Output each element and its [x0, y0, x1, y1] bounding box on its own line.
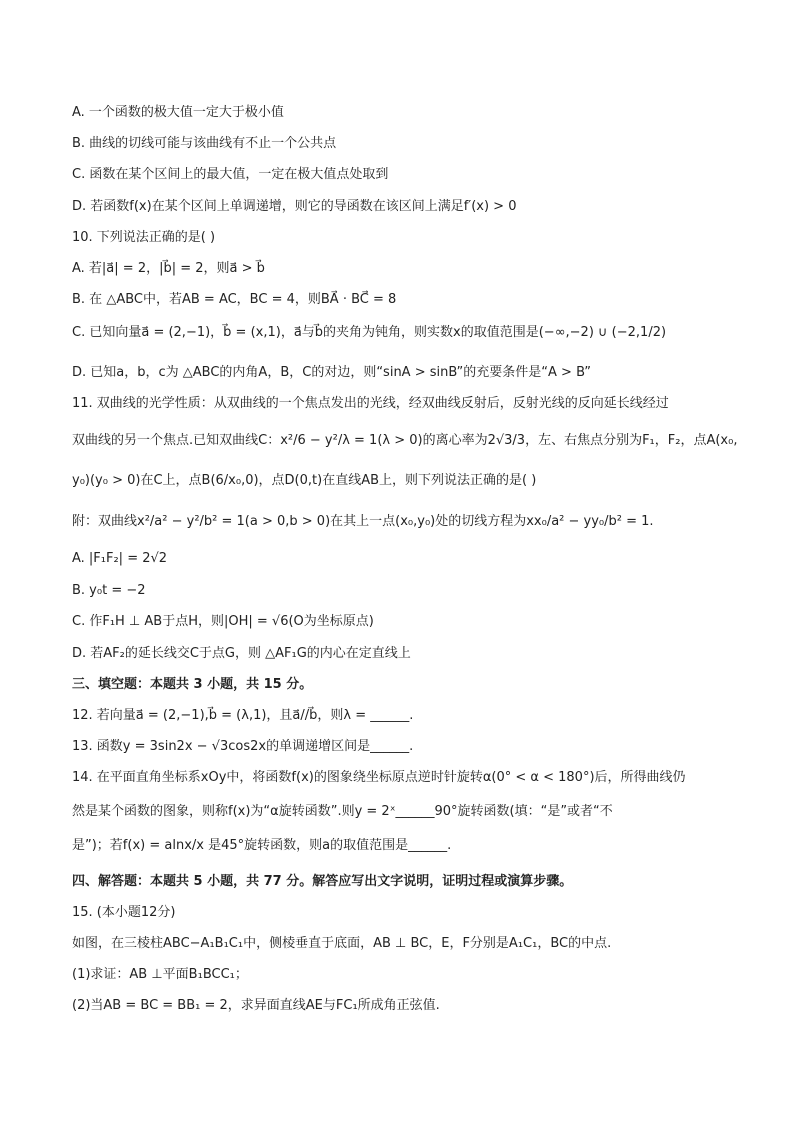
q10-option-c: C. 已知向量a⃗ = (2,−1)，b⃗ = (x,1)，a⃗与b⃗的夹角为钝角，则实数x的取值范围是(−∞,−2) ∪ (−2,1/2): [72, 325, 667, 340]
q11-stem-line3: y₀)(y₀ > 0)在C上，点B(6/x₀,0)，点D(0,t)在直线AB上，则下列说法正确的是( ): [72, 473, 537, 488]
q15-stem: 如图，在三棱柱ABC−A₁B₁C₁中，侧棱垂直于底面，AB ⊥ BC，E，F分别是A₁C₁，BC的中点.: [72, 936, 612, 951]
q9-option-a: A. 一个函数的极大值一定大于极小值: [72, 105, 284, 120]
q11-appendix: 附：双曲线x²/a² − y²/b² = 1(a > 0,b > 0)在其上一点(x₀,y₀)处的切线方程为xx₀/a² − yy₀/b² = 1.: [72, 514, 654, 529]
q15-part1: (1)求证：AB ⊥平面B₁BCC₁；: [72, 967, 248, 982]
q11-stem-line2: 双曲线的另一个焦点.已知双曲线C：x²/6 − y²/λ = 1(λ > 0)的离心率为2√3/3，左、右焦点分别为F₁，F₂，点A(x₀,: [72, 433, 738, 448]
q13: 13. 函数y = 3sin2x − √3cos2x的单调递增区间是______.: [72, 739, 414, 754]
q10-option-d: D. 已知a，b，c为 △ABC的内角A，B，C的对边，则“sinA > sinB”的充要条件是“A > B”: [72, 365, 592, 380]
q11-option-c: C. 作F₁H ⊥ AB于点H，则|OH| = √6(O为坐标原点): [72, 614, 374, 629]
q14-line3: 是”)；若f(x) = alnx/x 是45°旋转函数，则a的取值范围是______.: [72, 838, 452, 853]
q12: 12. 若向量a⃗ = (2,−1),b⃗ = (λ,1)，且a⃗//b⃗，则λ = ______.: [72, 708, 414, 723]
q11-option-b: B. y₀t = −2: [72, 583, 146, 598]
q11-option-a: A. |F₁F₂| = 2√2: [72, 551, 168, 566]
q9-option-c: C. 函数在某个区间上的最大值，一定在极大值点处取到: [72, 167, 389, 182]
q10-stem: 10. 下列说法正确的是( ): [72, 230, 216, 245]
q15-title: 15. (本小题12分): [72, 905, 176, 920]
q9-option-d: D. 若函数f(x)在某个区间上单调递增，则它的导函数在该区间上满足f′(x) > 0: [72, 199, 517, 214]
q14-line1: 14. 在平面直角坐标系xOy中，将函数f(x)的图象绕坐标原点逆时针旋转α(0° < α < 180°)后，所得曲线仍: [72, 770, 686, 785]
q9-option-b: B. 曲线的切线可能与该曲线有不止一个公共点: [72, 136, 337, 151]
q14-line2: 然是某个函数的图象，则称f(x)为“α旋转函数”.则y = 2ˣ______90°旋转函数(填：“是”或者“不: [72, 804, 613, 819]
section-fill-in-heading: 三、填空题：本题共 3 小题，共 15 分。: [72, 677, 313, 692]
section-answer-heading: 四、解答题：本题共 5 小题，共 77 分。解答应写出文字说明，证明过程或演算步骤。: [72, 874, 573, 889]
q10-option-b: B. 在 △ABC中，若AB = AC，BC = 4，则BA⃗ · BC⃗ = 8: [72, 292, 397, 307]
q15-part2: (2)当AB = BC = BB₁ = 2，求异面直线AE与FC₁所成角正弦值.: [72, 998, 440, 1013]
q10-option-a: A. 若|a⃗| = 2，|b⃗| = 2，则a⃗ > b⃗: [72, 261, 265, 276]
q11-option-d: D. 若AF₂的延长线交C于点G，则 △AF₁G的内心在定直线上: [72, 646, 411, 661]
q11-stem-line1: 11. 双曲线的光学性质：从双曲线的一个焦点发出的光线，经双曲线反射后，反射光线的反向延长线经过: [72, 396, 669, 411]
